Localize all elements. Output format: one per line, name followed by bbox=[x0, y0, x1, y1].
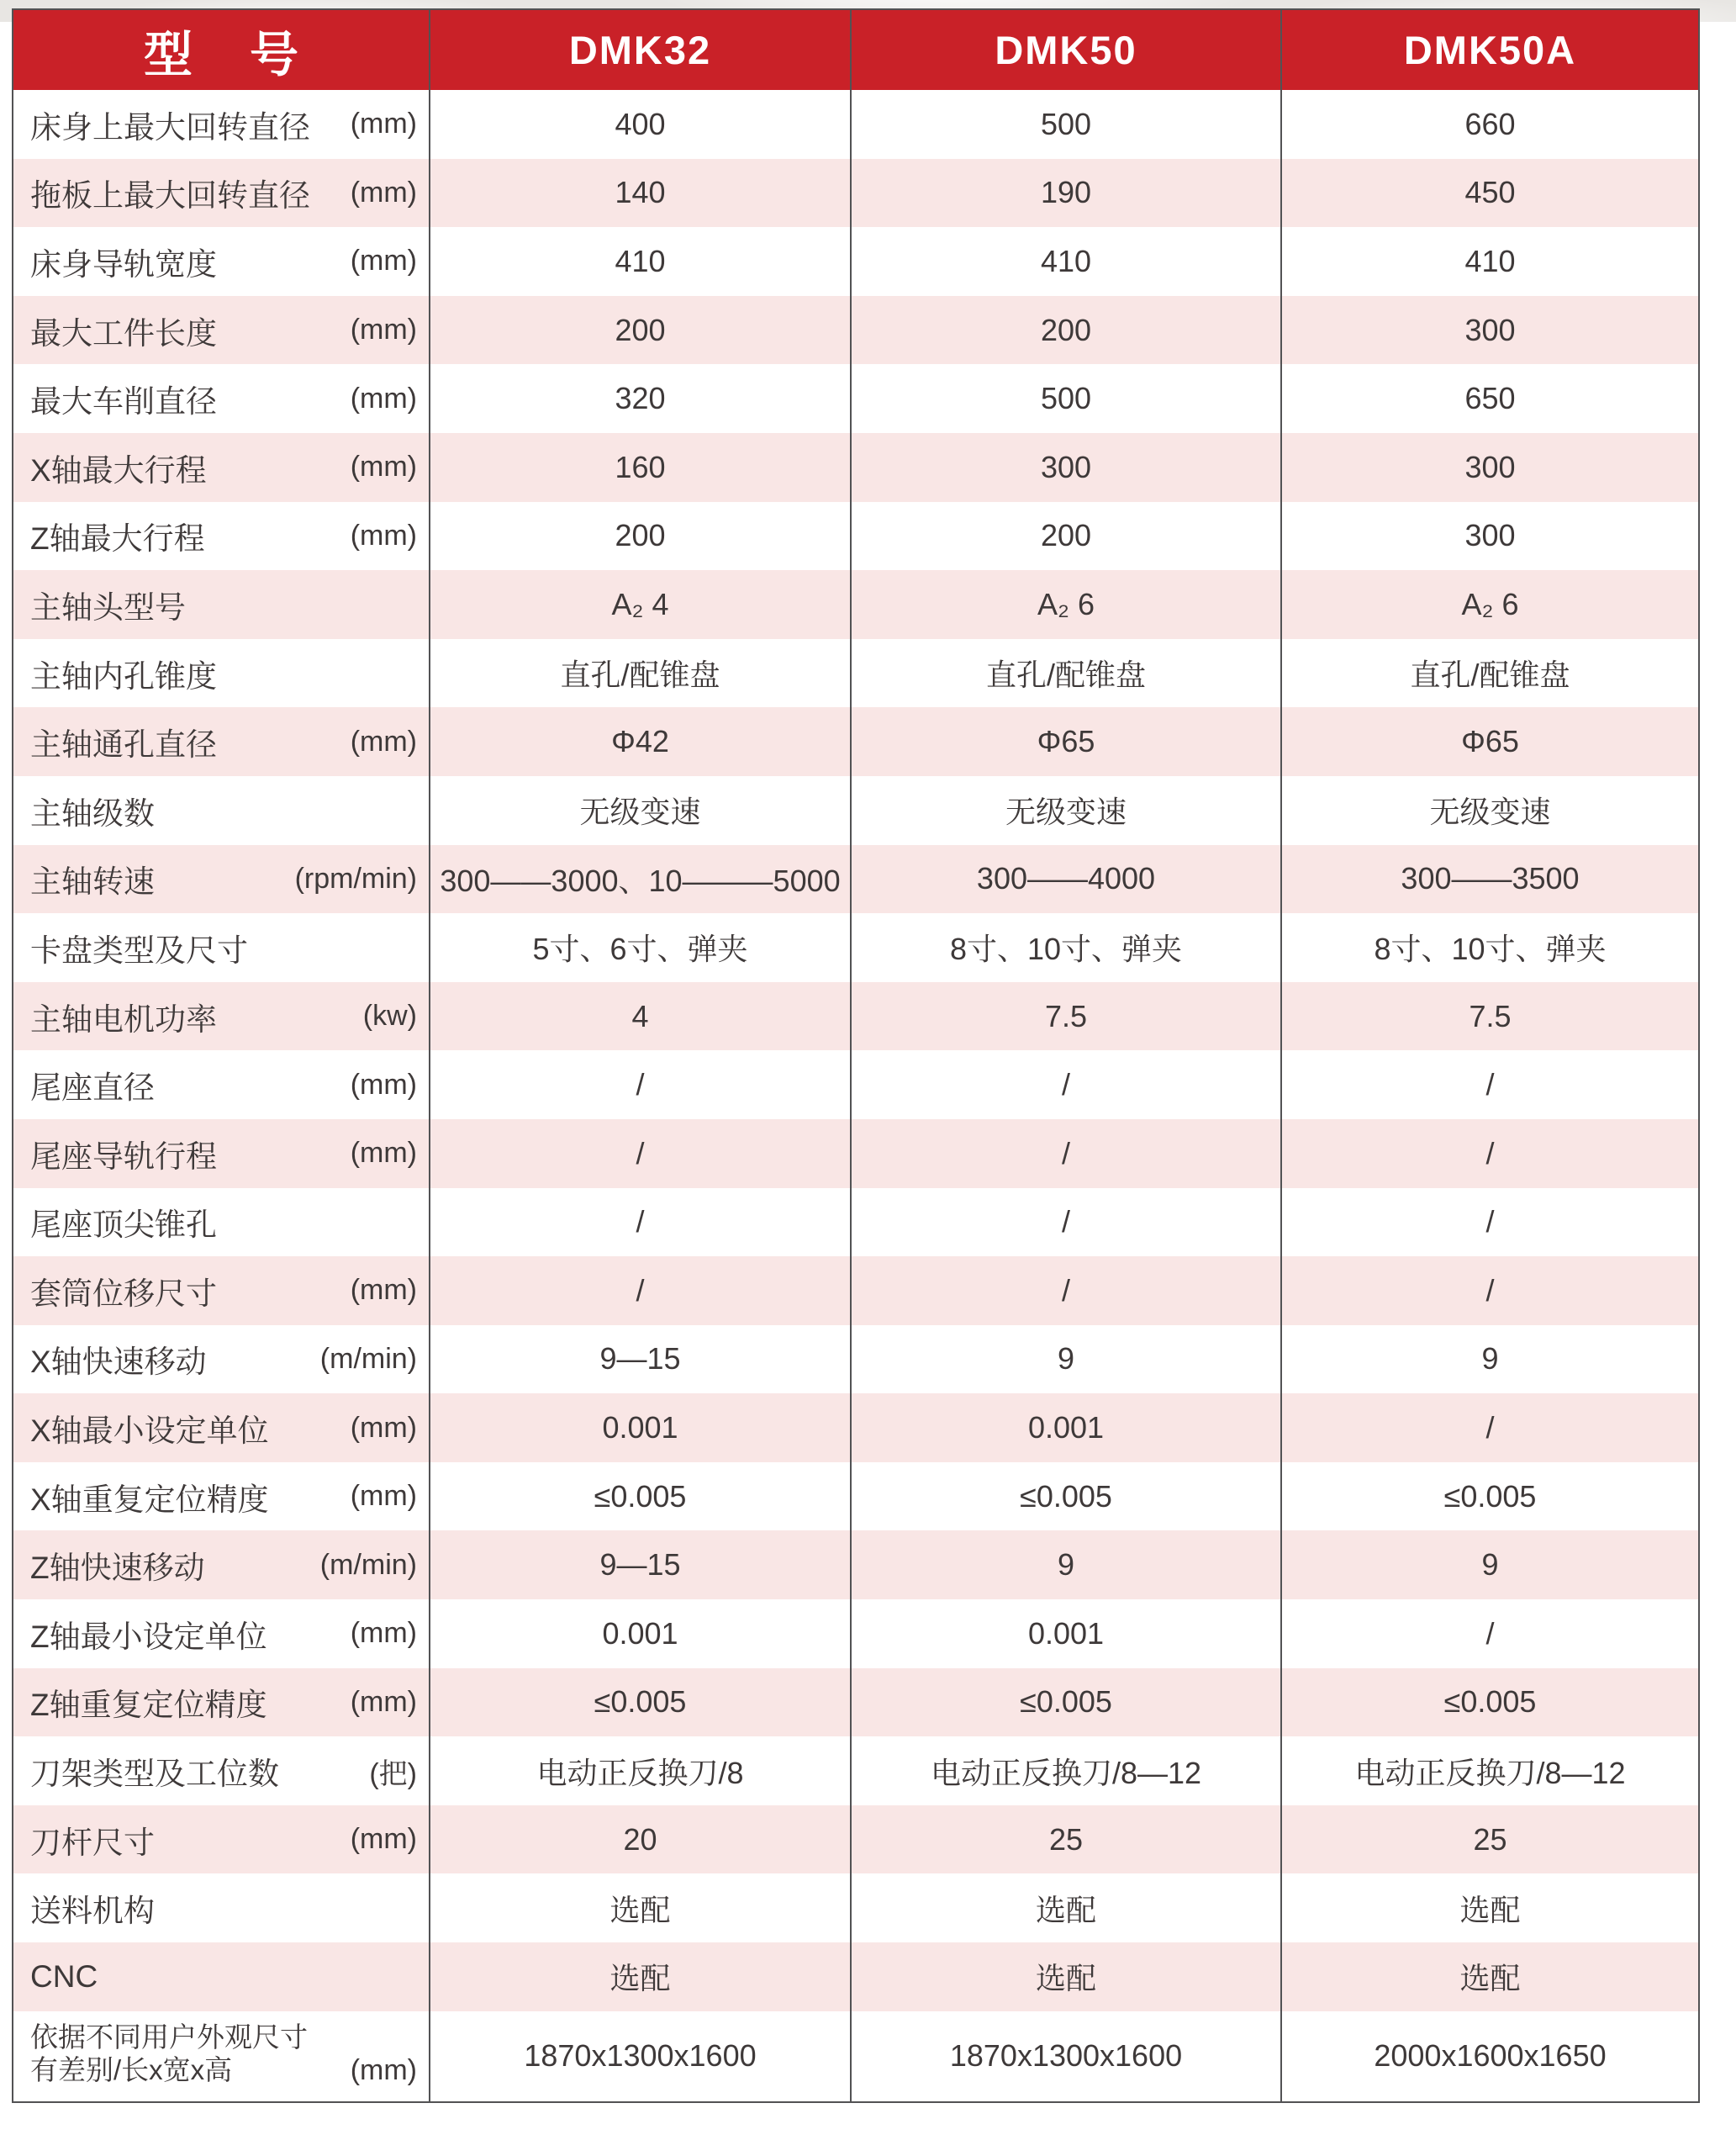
spec-value: 8寸、10寸、弹夹 bbox=[1281, 913, 1699, 982]
spec-value: 0.001 bbox=[430, 1393, 851, 1462]
spec-label-cell bbox=[13, 1119, 430, 1188]
spec-value: / bbox=[1281, 1599, 1699, 1668]
spec-label-cell bbox=[13, 1668, 430, 1737]
spec-label-cell bbox=[13, 1393, 430, 1462]
table-row bbox=[13, 707, 1699, 776]
spec-unit: (mm) bbox=[350, 451, 417, 483]
table-row bbox=[13, 845, 1699, 914]
spec-label: 主轴内孔锥度 bbox=[30, 658, 217, 694]
spec-value: 140 bbox=[430, 159, 851, 228]
spec-value: 选配 bbox=[851, 1942, 1281, 2011]
spec-value: / bbox=[430, 1119, 851, 1188]
spec-table-body bbox=[13, 90, 1699, 2102]
table-row bbox=[13, 1050, 1699, 1119]
spec-value: 320 bbox=[430, 364, 851, 433]
spec-unit: (mm) bbox=[350, 2053, 417, 2086]
spec-label: Z轴最小设定单位 bbox=[30, 1619, 267, 1654]
spec-value: 无级变速 bbox=[430, 776, 851, 845]
table-row bbox=[13, 776, 1699, 845]
header-model-label: 型 号 bbox=[13, 9, 430, 90]
spec-label: 主轴头型号 bbox=[30, 589, 186, 625]
spec-value: 选配 bbox=[430, 1942, 851, 2011]
spec-value: 300——4000 bbox=[851, 845, 1281, 914]
spec-label: 尾座顶尖锥孔 bbox=[30, 1207, 217, 1243]
spec-value: 8寸、10寸、弹夹 bbox=[851, 913, 1281, 982]
spec-unit: (mm) bbox=[350, 1274, 417, 1307]
spec-label-cell bbox=[13, 776, 430, 845]
spec-unit: (kw) bbox=[362, 1000, 417, 1033]
spec-label-cell bbox=[13, 502, 430, 571]
spec-value: 200 bbox=[430, 502, 851, 571]
spec-label: Z轴最大行程 bbox=[30, 521, 205, 557]
spec-unit: (mm) bbox=[350, 1068, 417, 1101]
table-row bbox=[13, 1530, 1699, 1599]
table-row bbox=[13, 1668, 1699, 1737]
spec-value: 200 bbox=[430, 296, 851, 365]
spec-value: 300 bbox=[851, 433, 1281, 502]
spec-value: 300 bbox=[1281, 433, 1699, 502]
spec-value: 20 bbox=[430, 1805, 851, 1874]
table-row bbox=[13, 1599, 1699, 1668]
spec-value: ≤0.005 bbox=[1281, 1668, 1699, 1737]
spec-value: 400 bbox=[430, 90, 851, 159]
spec-value: 选配 bbox=[430, 1873, 851, 1942]
spec-unit: (mm) bbox=[350, 382, 417, 415]
spec-value: 电动正反换刀/8—12 bbox=[1281, 1736, 1699, 1805]
spec-value: / bbox=[1281, 1119, 1699, 1188]
spec-value: 电动正反换刀/8 bbox=[430, 1736, 851, 1805]
spec-value: ≤0.005 bbox=[430, 1668, 851, 1737]
spec-value: 1870x1300x1600 bbox=[851, 2011, 1281, 2102]
spec-value: 410 bbox=[1281, 227, 1699, 296]
spec-value: 650 bbox=[1281, 364, 1699, 433]
spec-label: Z轴快速移动 bbox=[30, 1551, 205, 1586]
spec-label: Z轴重复定位精度 bbox=[30, 1688, 267, 1723]
spec-label-cell bbox=[13, 1942, 430, 2011]
header-row bbox=[13, 9, 1699, 90]
spec-unit: (mm) bbox=[350, 1137, 417, 1170]
spec-label: 尾座直径 bbox=[30, 1070, 155, 1106]
spec-label: 刀杆尺寸 bbox=[30, 1825, 155, 1860]
spec-unit: (mm) bbox=[350, 245, 417, 277]
spec-value: 300 bbox=[1281, 296, 1699, 365]
spec-unit: (mm) bbox=[350, 176, 417, 209]
spec-label-cell bbox=[13, 570, 430, 639]
spec-value: 660 bbox=[1281, 90, 1699, 159]
spec-value: Φ65 bbox=[1281, 707, 1699, 776]
spec-value: / bbox=[851, 1119, 1281, 1188]
spec-value: 电动正反换刀/8—12 bbox=[851, 1736, 1281, 1805]
spec-value: 0.001 bbox=[851, 1393, 1281, 1462]
spec-value: 1870x1300x1600 bbox=[430, 2011, 851, 2102]
spec-unit: (mm) bbox=[350, 314, 417, 346]
spec-label: 主轴级数 bbox=[30, 795, 155, 831]
spec-label-cell bbox=[13, 2011, 430, 2102]
spec-label: 主轴转速 bbox=[30, 864, 155, 900]
spec-value: 直孔/配锥盘 bbox=[430, 639, 851, 708]
table-row bbox=[13, 433, 1699, 502]
spec-value: 0.001 bbox=[430, 1599, 851, 1668]
table-row bbox=[13, 639, 1699, 708]
table-row bbox=[13, 364, 1699, 433]
table-row bbox=[13, 1119, 1699, 1188]
spec-value: / bbox=[1281, 1188, 1699, 1257]
spec-label: 主轴电机功率 bbox=[30, 1001, 217, 1037]
spec-value: 300——3000、10———5000 bbox=[430, 845, 851, 914]
spec-label: 套筒位移尺寸 bbox=[30, 1276, 217, 1311]
spec-label: 依据不同用户外观尺寸 有差别/长x宽x高 bbox=[30, 2021, 308, 2086]
spec-label-cell bbox=[13, 1805, 430, 1874]
spec-label-cell bbox=[13, 227, 430, 296]
spec-value: Φ42 bbox=[430, 707, 851, 776]
spec-label-cell bbox=[13, 159, 430, 228]
spec-value: 4 bbox=[430, 982, 851, 1051]
spec-unit: (mm) bbox=[350, 108, 417, 140]
spec-label-cell bbox=[13, 1736, 430, 1805]
table-row bbox=[13, 1805, 1699, 1874]
spec-value: 0.001 bbox=[851, 1599, 1281, 1668]
spec-value: 9 bbox=[1281, 1325, 1699, 1394]
table-row bbox=[13, 1873, 1699, 1942]
spec-value: 500 bbox=[851, 364, 1281, 433]
spec-value: 无级变速 bbox=[1281, 776, 1699, 845]
table-row bbox=[13, 90, 1699, 159]
spec-value: / bbox=[1281, 1256, 1699, 1325]
spec-label-cell bbox=[13, 1530, 430, 1599]
spec-value: / bbox=[1281, 1393, 1699, 1462]
spec-label: X轴最小设定单位 bbox=[30, 1413, 269, 1449]
spec-value: 450 bbox=[1281, 159, 1699, 228]
spec-unit: (m/min) bbox=[319, 1548, 417, 1581]
spec-value: 9—15 bbox=[430, 1325, 851, 1394]
spec-label: CNC bbox=[30, 1958, 98, 1994]
spec-table bbox=[12, 8, 1700, 2103]
table-row bbox=[13, 1736, 1699, 1805]
spec-value: 200 bbox=[851, 296, 1281, 365]
spec-value: 410 bbox=[430, 227, 851, 296]
header-model-dmk32: DMK32 bbox=[430, 9, 851, 90]
spec-value: 2000x1600x1650 bbox=[1281, 2011, 1699, 2102]
spec-label-cell bbox=[13, 90, 430, 159]
spec-value: 无级变速 bbox=[851, 776, 1281, 845]
spec-value: 直孔/配锥盘 bbox=[1281, 639, 1699, 708]
spec-label: X轴重复定位精度 bbox=[30, 1482, 269, 1517]
spec-value: 选配 bbox=[1281, 1942, 1699, 2011]
spec-label: 卡盘类型及尺寸 bbox=[30, 933, 248, 968]
spec-unit: (mm) bbox=[350, 519, 417, 552]
spec-label-cell bbox=[13, 1325, 430, 1394]
spec-value: ≤0.005 bbox=[851, 1668, 1281, 1737]
table-row bbox=[13, 570, 1699, 639]
spec-value: 9 bbox=[851, 1530, 1281, 1599]
spec-value: 25 bbox=[851, 1805, 1281, 1874]
spec-unit: (把) bbox=[369, 1757, 417, 1790]
spec-label: 最大车削直径 bbox=[30, 384, 217, 420]
spec-value: 9 bbox=[851, 1325, 1281, 1394]
spec-label: 拖板上最大回转直径 bbox=[30, 178, 310, 214]
spec-label: X轴最大行程 bbox=[30, 452, 207, 488]
spec-unit: (m/min) bbox=[319, 1342, 417, 1375]
spec-value: / bbox=[1281, 1050, 1699, 1119]
spec-label-cell bbox=[13, 433, 430, 502]
table-row bbox=[13, 502, 1699, 571]
table-row bbox=[13, 296, 1699, 365]
spec-label-cell bbox=[13, 1462, 430, 1531]
spec-unit: (mm) bbox=[350, 1617, 417, 1650]
spec-label-cell bbox=[13, 982, 430, 1051]
spec-label-cell bbox=[13, 364, 430, 433]
spec-unit: (rpm/min) bbox=[294, 862, 417, 895]
spec-value: 选配 bbox=[1281, 1873, 1699, 1942]
spec-value: / bbox=[851, 1050, 1281, 1119]
spec-value: Φ65 bbox=[851, 707, 1281, 776]
spec-label-cell bbox=[13, 639, 430, 708]
spec-unit: (mm) bbox=[350, 1685, 417, 1718]
table-row bbox=[13, 913, 1699, 982]
spec-label-cell bbox=[13, 1873, 430, 1942]
spec-label-cell bbox=[13, 1050, 430, 1119]
spec-unit: (mm) bbox=[350, 725, 417, 758]
spec-label: 最大工件长度 bbox=[30, 315, 217, 351]
spec-value: A₂ 4 bbox=[430, 570, 851, 639]
spec-value: 7.5 bbox=[1281, 982, 1699, 1051]
spec-value: 410 bbox=[851, 227, 1281, 296]
table-row bbox=[13, 982, 1699, 1051]
table-row bbox=[13, 1462, 1699, 1531]
table-row bbox=[13, 1325, 1699, 1394]
spec-value: ≤0.005 bbox=[1281, 1462, 1699, 1531]
spec-value: / bbox=[430, 1050, 851, 1119]
table-row bbox=[13, 1188, 1699, 1257]
spec-label: 刀架类型及工位数 bbox=[30, 1757, 279, 1792]
spec-label: X轴快速移动 bbox=[30, 1345, 207, 1380]
spec-value: 300 bbox=[1281, 502, 1699, 571]
spec-value: 9 bbox=[1281, 1530, 1699, 1599]
spec-unit: (mm) bbox=[350, 1823, 417, 1856]
spec-unit: (mm) bbox=[350, 1411, 417, 1444]
spec-value: 7.5 bbox=[851, 982, 1281, 1051]
spec-value: 190 bbox=[851, 159, 1281, 228]
spec-value: 160 bbox=[430, 433, 851, 502]
spec-label-cell bbox=[13, 1599, 430, 1668]
spec-unit: (mm) bbox=[350, 1480, 417, 1513]
spec-value: / bbox=[430, 1256, 851, 1325]
spec-value: 直孔/配锥盘 bbox=[851, 639, 1281, 708]
table-row bbox=[13, 1393, 1699, 1462]
spec-value: 300——3500 bbox=[1281, 845, 1699, 914]
spec-label-cell bbox=[13, 1188, 430, 1257]
spec-label: 床身导轨宽度 bbox=[30, 246, 217, 282]
table-row bbox=[13, 1256, 1699, 1325]
spec-value: / bbox=[430, 1188, 851, 1257]
spec-value: ≤0.005 bbox=[851, 1462, 1281, 1531]
spec-value: 选配 bbox=[851, 1873, 1281, 1942]
spec-value: 9—15 bbox=[430, 1530, 851, 1599]
spec-value: 25 bbox=[1281, 1805, 1699, 1874]
spec-label-cell bbox=[13, 1256, 430, 1325]
spec-label-cell bbox=[13, 845, 430, 914]
table-row bbox=[13, 227, 1699, 296]
spec-value: 200 bbox=[851, 502, 1281, 571]
spec-label: 床身上最大回转直径 bbox=[30, 109, 310, 145]
table-row bbox=[13, 159, 1699, 228]
spec-value: A₂ 6 bbox=[1281, 570, 1699, 639]
spec-value: 5寸、6寸、弹夹 bbox=[430, 913, 851, 982]
spec-value: ≤0.005 bbox=[430, 1462, 851, 1531]
spec-value: A₂ 6 bbox=[851, 570, 1281, 639]
table-row bbox=[13, 2011, 1699, 2102]
spec-label-cell bbox=[13, 913, 430, 982]
header-model-dmk50: DMK50 bbox=[851, 9, 1281, 90]
spec-label: 尾座导轨行程 bbox=[30, 1139, 217, 1174]
spec-label-cell bbox=[13, 707, 430, 776]
spec-label: 主轴通孔直径 bbox=[30, 727, 217, 763]
spec-value: / bbox=[851, 1256, 1281, 1325]
table-row bbox=[13, 1942, 1699, 2011]
spec-value: 500 bbox=[851, 90, 1281, 159]
spec-value: / bbox=[851, 1188, 1281, 1257]
header-model-dmk50a: DMK50A bbox=[1281, 9, 1699, 90]
spec-label-cell bbox=[13, 296, 430, 365]
spec-label: 送料机构 bbox=[30, 1894, 155, 1929]
